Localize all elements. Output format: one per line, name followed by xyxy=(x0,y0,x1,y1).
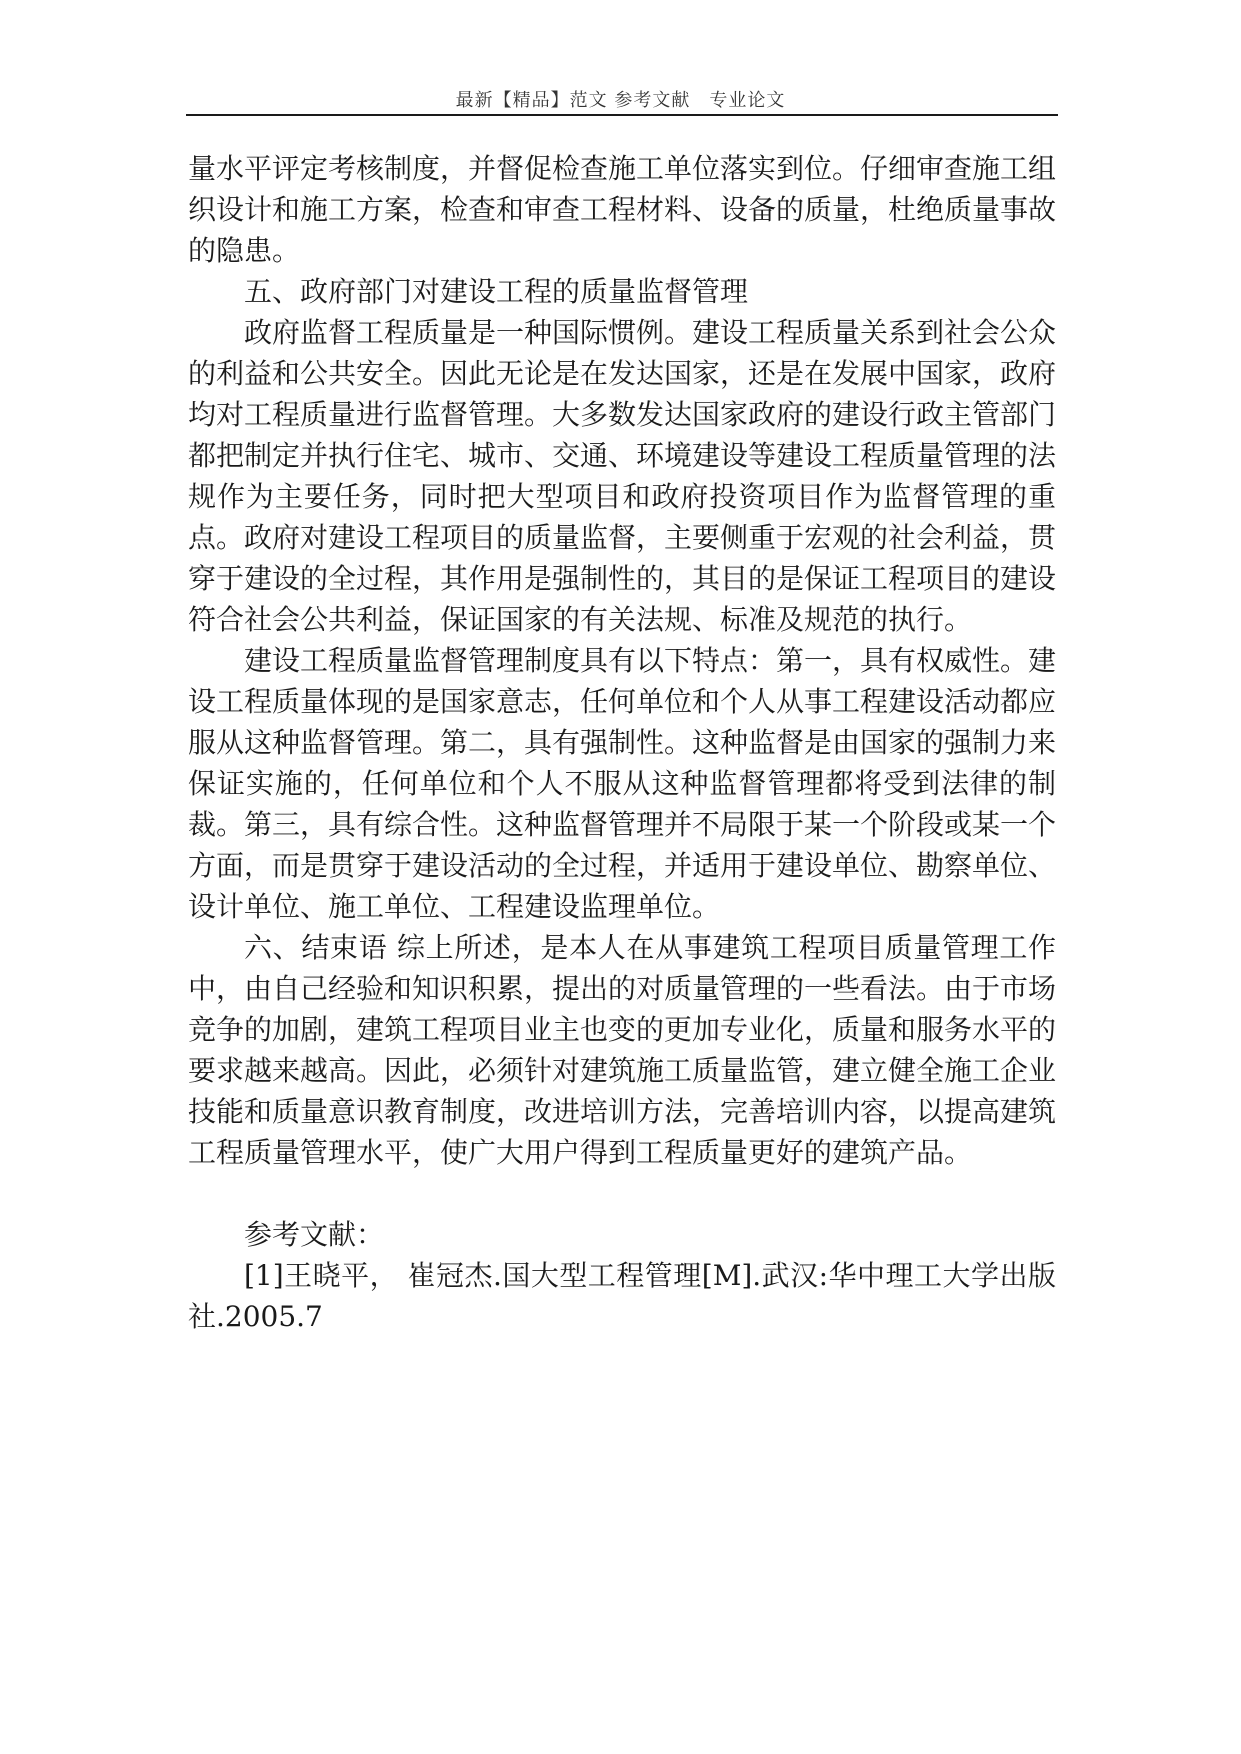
section-heading-5: 五、政府部门对建设工程的质量监督管理 xyxy=(244,275,749,308)
running-header: 最新【精品】范文 参考文献 专业论文 xyxy=(455,90,786,111)
references-heading: 参考文献： xyxy=(244,1218,385,1251)
paragraph-government-supervision: 政府监督工程质量是一种国际惯例。建设工程质量关系到社会公众的利益和公共安全。因此无论是在发达国家，还是在发展中国家，政府均对工程质量进行监督管理。大多数发达国家政府的建设行政主管部门都把制定并执行住宅、城市、交通、环境建设等建设工程质量管理的法规作为主要任务，同时把大型项目和政府投资项目作为监督管理的重点。政府对建设工程项目的质量监督，主要侧重于宏观的社会利益，贯穿于建设的全过程，其作用是强制性的，其目的是保证工程项目的建设符合社会公共利益，保证国家的有关法规、标准及规范的执行。 xyxy=(188,316,1057,636)
header-rule xyxy=(186,114,1058,116)
reference-item-1: [1]王晓平， 崔冠杰.国大型工程管理[M].武汉:华中理工大学出版社.2005.7 xyxy=(188,1259,1056,1333)
paragraph-conclusion: 六、结束语 综上所述，是本人在从事建筑工程项目质量管理工作中，由自己经验和知识积累，提出的对质量管理的一些看法。由于市场竞争的加剧，建筑工程项目业主也变的更加专业化，质量和服务水平的要求越来越高。因此，必须针对建筑施工质量监管，建立健全施工企业技能和质量意识教育制度，改进培训方法，完善培训内容，以提高建筑工程质量管理水平，使广大用户得到工程质量更好的建筑产品。 xyxy=(188,931,1057,1169)
paragraph-continued: 量水平评定考核制度，并督促检查施工单位落实到位。仔细审查施工组织设计和施工方案，检查和审查工程材料、设备的质量，杜绝质量事故的隐患。 xyxy=(188,152,1057,267)
document-body xyxy=(188,148,1056,1337)
spacer xyxy=(188,1173,1056,1214)
paragraph-supervision-characteristics: 建设工程质量监督管理制度具有以下特点：第一，具有权威性。建设工程质量体现的是国家意志，任何单位和个人从事工程建设活动都应服从这种监督管理。第二，具有强制性。这种监督是由国家的强制力来保证实施的，任何单位和个人不服从这种监督管理都将受到法律的制裁。第三，具有综合性。这种监督管理并不局限于某一个阶段或某一个方面，而是贯穿于建设活动的全过程，并适用于建设单位、勘察单位、设计单位、施工单位、工程建设监理单位。 xyxy=(188,644,1057,923)
